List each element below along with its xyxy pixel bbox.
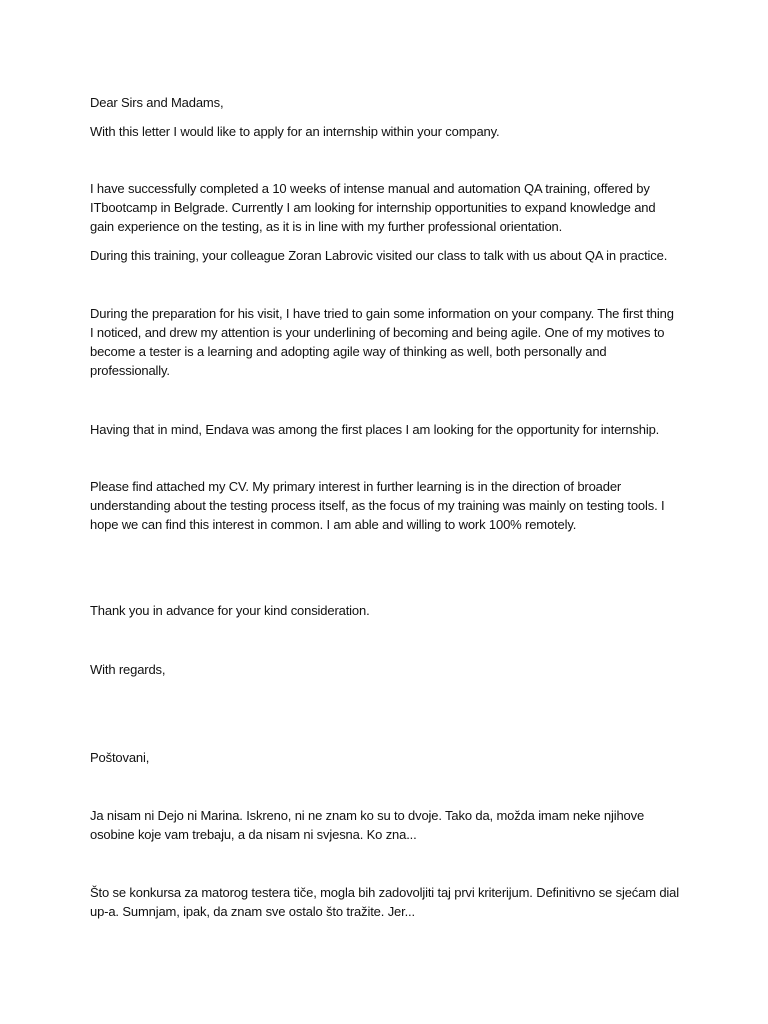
serbian-salutation: Poštovani, xyxy=(90,750,150,765)
letter-paragraph-training: I have successfully completed a 10 weeks of intense manual and automation QA training, offered by ITbootcamp in Belgrade. Currently I am looking for internship opportunities to expand knowledge and gain experience on the testing, as it is in line with my further professional orientation. xyxy=(90,181,656,234)
letter-paragraph-intro: With this letter I would like to apply for an internship within your company. xyxy=(90,124,500,139)
serbian-paragraph-2: Što se konkursa za matorog testera tiče, mogla bih zadovoljiti taj prvi kriterijum. Definitivno se sjećam dial up-a. Sumnjam, ipak, da znam sve ostalo što tražite. Jer... xyxy=(90,885,679,919)
serbian-paragraph-1: Ja nisam ni Dejo ni Marina. Iskreno, ni ne znam ko su to dvoje. Tako da, možda imam neke njihove osobine koje vam trebaju, a da nisam ni svjesna. Ko zna... xyxy=(90,808,645,842)
letter-paragraph-preparation: During the preparation for his visit, I have tried to gain some information on your company. The first thing I noticed, and drew my attention is your underlining of becoming and being agile. One of my motives to become a tester is a learning and adopting agile way of thinking as well, both personally and professionally. xyxy=(90,306,674,378)
letter-closing: With regards, xyxy=(90,662,166,677)
letter-salutation: Dear Sirs and Madams, xyxy=(90,95,224,110)
letter-paragraph-colleague: During this training, your colleague Zoran Labrovic visited our class to talk with us about QA in practice. xyxy=(90,248,668,263)
letter-paragraph-thanks: Thank you in advance for your kind consideration. xyxy=(90,603,370,618)
letter-paragraph-cv: Please find attached my CV. My primary interest in further learning is in the direction of broader understanding about the testing process itself, as the focus of my training was mainly on testing tools. I hope we can find this interest in common. I am able and willing to work 100% remotely. xyxy=(90,479,665,532)
letter-paragraph-endava: Having that in mind, Endava was among the first places I am looking for the opportunity for internship. xyxy=(90,422,660,437)
